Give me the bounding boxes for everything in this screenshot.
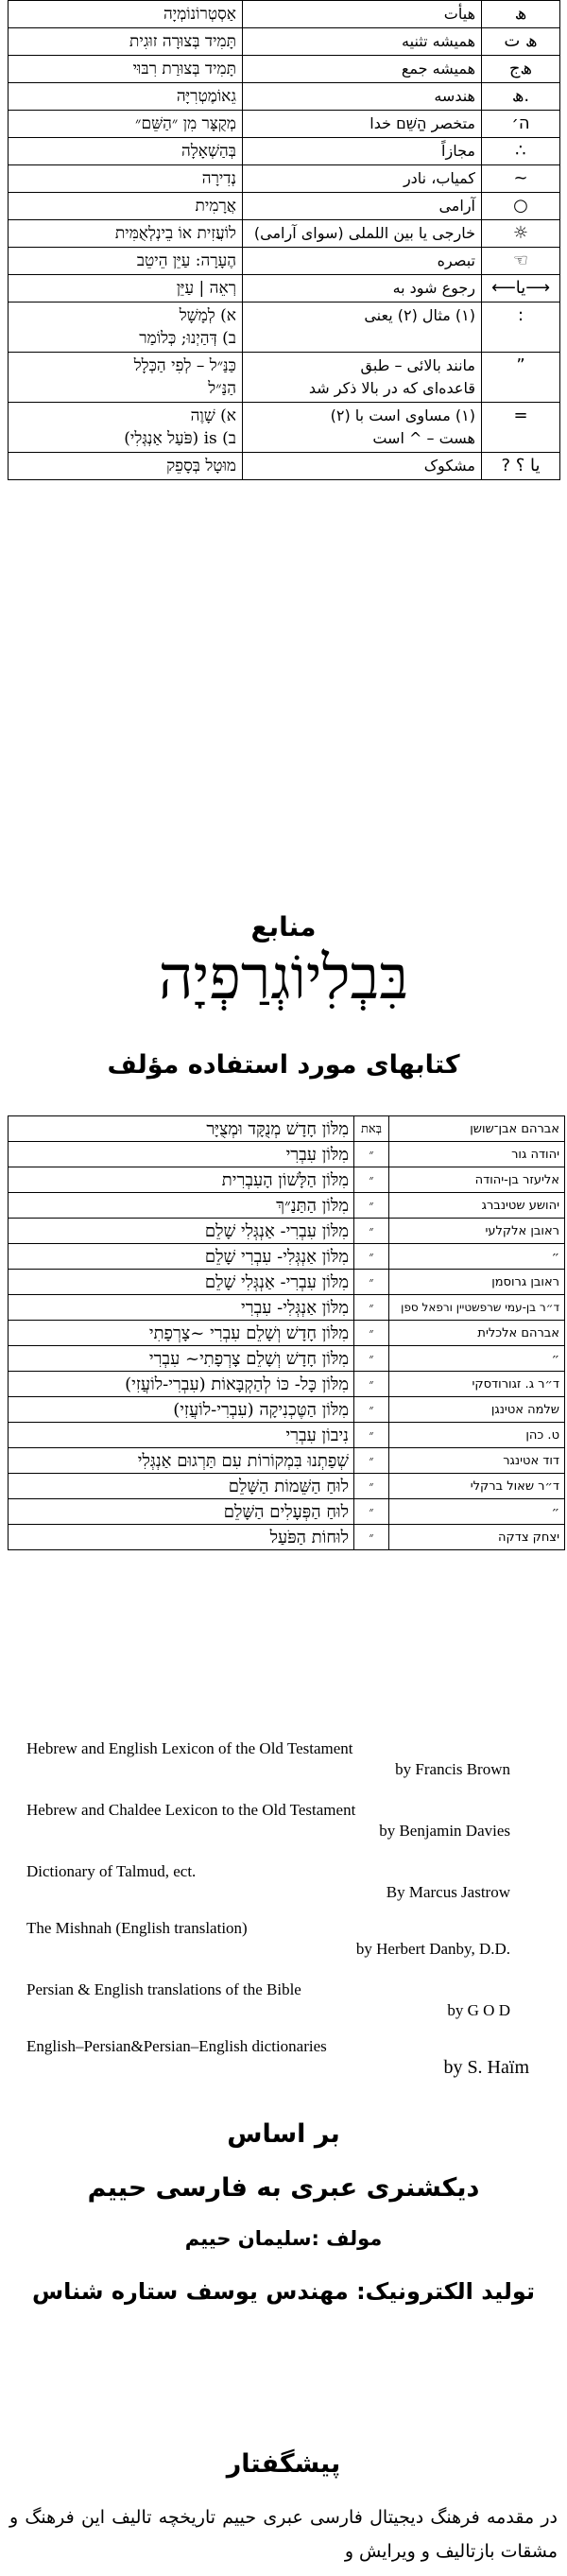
sources-table	[8, 1115, 565, 1550]
source-author: אברהם אבן־שושן	[389, 1116, 565, 1142]
preface-paragraph: در مقدمه فرهنگ دیجیتال فارسی عبری حییم تاریخچه تالیف این فرهنگ و مشقات بازتالیف و ویرایش و	[9, 2507, 558, 2562]
source-row	[9, 1474, 565, 1499]
source-row	[9, 1219, 565, 1244]
source-author: ראובן גרוסמן	[389, 1270, 565, 1295]
source-author: יצחק צדקה	[389, 1525, 565, 1550]
abbreviation-row	[9, 193, 560, 220]
source-author: שלמה אטינגן	[389, 1397, 565, 1423]
abbreviation-persian: همیشه جمع	[243, 56, 482, 83]
abbreviation-symbol: ○	[482, 193, 560, 220]
source-title: מִלּוֹן חָדָשׁ מְנֻקָּד וּמְצֻיָּר	[9, 1116, 354, 1142]
abbreviation-persian: هندسه	[243, 83, 482, 111]
author-line: مولف :سلیمان حییم	[184, 2227, 383, 2250]
abbreviation-row	[9, 56, 560, 83]
abbreviation-hebrew: גֵאוֹמֶטְרִיָּה	[9, 83, 243, 111]
source-author: דוד אטינגר	[389, 1448, 565, 1474]
abbreviation-symbol: ☜	[482, 248, 560, 275]
source-row	[9, 1372, 565, 1397]
abbreviation-row	[9, 83, 560, 111]
abbreviation-persian: مجازاً	[243, 138, 482, 165]
source-row	[9, 1167, 565, 1193]
books-heading: کتابهای مورد استفاده مؤلف	[107, 1050, 460, 1080]
source-author: יהושע שטינברג	[389, 1193, 565, 1219]
abbreviation-row	[9, 220, 560, 248]
abbreviation-persian: همیشه تثنیه	[243, 28, 482, 56]
abbreviation-persian: هیأت	[243, 1, 482, 28]
source-author: ראובן אלקלעי	[389, 1219, 565, 1244]
source-mark: ״	[354, 1219, 389, 1244]
source-mark: ״	[354, 1295, 389, 1321]
preface-heading: پیشگفتار	[226, 2449, 341, 2479]
abbreviation-hebrew: מוּטָל בְּסָפֵק	[9, 453, 243, 480]
dictionary-title: دیکشنری عبری به فارسی حییم	[87, 2173, 480, 2203]
source-author: ״	[389, 1499, 565, 1525]
english-ref-author: by Herbert Danby, D.D.	[355, 1940, 510, 1958]
abbreviation-symbol: ﮪج	[482, 56, 560, 83]
english-ref-title: Hebrew and Chaldee Lexicon to the Old Testament	[26, 1801, 356, 1819]
source-mark: ״	[354, 1525, 389, 1550]
abbreviation-symbol: ”	[482, 353, 560, 403]
abbreviation-persian: کمیاب، نادر	[243, 165, 482, 193]
abbreviation-row	[9, 353, 560, 403]
abbreviation-persian: مانند بالائی – طبق قاعده‌ای که در بالا ذکر شد	[243, 353, 482, 403]
english-ref-title: The Mishnah (English translation)	[26, 1919, 248, 1937]
source-row	[9, 1525, 565, 1550]
english-ref-author: by G O D	[447, 2001, 510, 2019]
abbreviation-symbol: ~	[482, 165, 560, 193]
source-row	[9, 1499, 565, 1525]
source-mark: ״	[354, 1448, 389, 1474]
abbreviation-persian: رجوع شود به	[243, 275, 482, 303]
source-mark: ״	[354, 1372, 389, 1397]
source-author: ״	[389, 1346, 565, 1372]
source-title: מִלּוֹן הַלָּשׁוֹן הָעִבְרִית	[9, 1167, 354, 1193]
source-title: מִלּוֹן עִבְרִי- אַנְגְּלִי שָׁלֵם	[9, 1270, 354, 1295]
source-title: מִלּוֹן אַנְגְּלִי- עִבְרִי	[9, 1295, 354, 1321]
source-title: מִלּוֹן עִבְרִי	[9, 1142, 354, 1167]
source-row	[9, 1270, 565, 1295]
abbreviation-row	[9, 111, 560, 138]
source-mark: בְּאת	[354, 1116, 389, 1142]
abbreviation-hebrew: א) שָׁוֶה ב) is (פֹּעַל אַנְגְּלִי)	[9, 403, 243, 453]
abbreviation-symbol: :	[482, 303, 560, 353]
source-mark: ״	[354, 1397, 389, 1423]
source-author: אליעזר בן-יהודה	[389, 1167, 565, 1193]
abbreviation-persian: (۱) مثال (۲) یعنی	[243, 303, 482, 353]
source-row	[9, 1244, 565, 1270]
abbreviation-hebrew: כַּנַּ״ל – לְפִי הַכְּלָל הַנַּ״ל	[9, 353, 243, 403]
source-title: נִיבוֹן עִבְרִי	[9, 1423, 354, 1448]
source-author: ד״ר בן-עמי שרפשטיין ורפאל ספן	[389, 1295, 565, 1321]
source-row	[9, 1142, 565, 1167]
abbreviation-row	[9, 403, 560, 453]
source-mark: ״	[354, 1474, 389, 1499]
english-ref-title: English–Persian&Persian–English dictionaries	[26, 2037, 327, 2055]
english-ref-author: by Francis Brown	[395, 1760, 510, 1778]
source-title: לוּחַ הַשֵּׁמוֹת הַשָּׁלֵם	[9, 1474, 354, 1499]
abbreviation-symbol: ⟵یا⟶	[482, 275, 560, 303]
english-ref-title: Dictionary of Talmud, ect.	[26, 1862, 197, 1880]
source-mark: ״	[354, 1193, 389, 1219]
english-ref-author: by Benjamin Davies	[379, 1822, 510, 1840]
abbreviation-row	[9, 1, 560, 28]
source-row	[9, 1397, 565, 1423]
abbreviation-hebrew: אֲרָמִית	[9, 193, 243, 220]
abbreviation-row	[9, 303, 560, 353]
abbreviation-persian: تبصره	[243, 248, 482, 275]
abbreviation-symbol: ? یا ؟	[482, 453, 560, 480]
source-mark: ״	[354, 1244, 389, 1270]
abbreviation-persian: مشکوک	[243, 453, 482, 480]
abbreviation-row	[9, 138, 560, 165]
abbreviation-row	[9, 28, 560, 56]
bibliography-hebrew-title: בִּבְלִיוֹגְרַפְיָה	[158, 943, 409, 1013]
based-on: بر اساس	[227, 2119, 340, 2149]
abbreviation-hebrew: מְקֻצָּר מִן ״הַשֵּׁם״	[9, 111, 243, 138]
source-title: מִלּוֹן חָדָשׁ וְשָׁלֵם עִבְרִי ~צָרְפָתִי	[9, 1321, 354, 1346]
source-mark: ״	[354, 1270, 389, 1295]
electronic-production-line: تولید الکترونیک: مهندس یوسف ستاره شناس	[32, 2278, 535, 2305]
source-title: מִלּוֹן חָדָשׁ וְשָׁלֵם צָרְפָתִי~ עִבְרִי	[9, 1346, 354, 1372]
source-title: לוּחַ הַפְּעָלִים הַשָּׁלֵם	[9, 1499, 354, 1525]
abbreviations-table	[8, 0, 560, 480]
source-mark: ״	[354, 1167, 389, 1193]
source-author: ט. כהן	[389, 1423, 565, 1448]
abbreviation-row	[9, 165, 560, 193]
abbreviation-hebrew: הֶעָרָה: עַיֵּן הֵיטֵב	[9, 248, 243, 275]
source-author: אברהם אלכלית	[389, 1321, 565, 1346]
source-mark: ״	[354, 1423, 389, 1448]
source-title: מִלּוֹן אַנְגְּלִי- עִבְרִי שָׁלֵם	[9, 1244, 354, 1270]
abbreviation-persian: خارجی یا بین اللملی (سوای آرامی)	[243, 220, 482, 248]
source-mark: ״	[354, 1346, 389, 1372]
abbreviation-hebrew: תָּמִיד בְּצוּרַת רִבּוּי	[9, 56, 243, 83]
abbreviation-hebrew: תָּמִיד בְּצוּרָה זוּגִית	[9, 28, 243, 56]
english-ref-title: Persian & English translations of the Bible	[26, 1980, 301, 1998]
abbreviation-hebrew: א) לְמָשָׁל ב) דְּהַיְנוּ; כְּלוֹמַר	[9, 303, 243, 353]
abbreviation-row	[9, 275, 560, 303]
source-title: מִלּוֹן הַתַּנַ״ךְ	[9, 1193, 354, 1219]
source-mark: ״	[354, 1321, 389, 1346]
source-row	[9, 1116, 565, 1142]
source-author: יהודה גור	[389, 1142, 565, 1167]
source-row	[9, 1321, 565, 1346]
source-row	[9, 1423, 565, 1448]
source-row	[9, 1295, 565, 1321]
source-mark: ״	[354, 1142, 389, 1167]
source-title: מִלּוֹן עִבְרִי- אַנְגְּלִי שָׁלֵם	[9, 1219, 354, 1244]
source-row	[9, 1448, 565, 1474]
abbreviation-persian: (۱) مساوی است با (۲) هست – ^ است	[243, 403, 482, 453]
source-mark: ״	[354, 1499, 389, 1525]
abbreviation-hebrew: רְאֵה | עַיֵּן	[9, 275, 243, 303]
abbreviation-symbol: ﮪ ت	[482, 28, 560, 56]
english-ref-author: by S. Haïm	[443, 2057, 529, 2078]
abbreviation-symbol: =	[482, 403, 560, 453]
abbreviation-symbol: ∴	[482, 138, 560, 165]
abbreviation-persian: آرامی	[243, 193, 482, 220]
abbreviation-hebrew: בְּהַשְׁאָלָה	[9, 138, 243, 165]
abbreviation-hebrew: לוֹעֲזִית אוֹ בֵינְלְאֻמִּית	[9, 220, 243, 248]
abbreviation-hebrew: נְדִירָה	[9, 165, 243, 193]
source-title: מִלּוֹן הַטֶּכְנִיקָה (עִבְרִי-לוֹעֲזִי)	[9, 1397, 354, 1423]
abbreviation-persian: متخصر הַשֵּׁם خدا	[243, 111, 482, 138]
abbreviation-hebrew: אַסְטְרוֹנוֹמְיָה	[9, 1, 243, 28]
source-title: מִלּוֹן כָּל- כּוֹ לְהַקְבָּאוֹת (עִבְרִי-לוֹעֲזִי)	[9, 1372, 354, 1397]
source-author: ד״ר שאול ברקלי	[389, 1474, 565, 1499]
source-row	[9, 1346, 565, 1372]
abbreviation-symbol: ﮪ.	[482, 83, 560, 111]
source-author: ״	[389, 1244, 565, 1270]
source-row	[9, 1193, 565, 1219]
source-author: ד״ר ג. זגורודסקי	[389, 1372, 565, 1397]
abbreviation-row	[9, 453, 560, 480]
abbreviation-symbol: ﮪ	[482, 1, 560, 28]
english-ref-title: Hebrew and English Lexicon of the Old Testament	[26, 1739, 353, 1757]
abbreviation-symbol: ה׳	[482, 111, 560, 138]
abbreviation-symbol: ☼	[482, 220, 560, 248]
source-title: שְׁפַתְנוּ בִּמְקוֹרוֹת עִם תַּרְגוּם אַנְגְּלִי	[9, 1448, 354, 1474]
sources-heading: منابع	[250, 911, 317, 942]
english-ref-author: By Marcus Jastrow	[386, 1883, 510, 1901]
abbreviation-row	[9, 248, 560, 275]
source-title: לוּחוֹת הַפֹּעַל	[9, 1525, 354, 1550]
